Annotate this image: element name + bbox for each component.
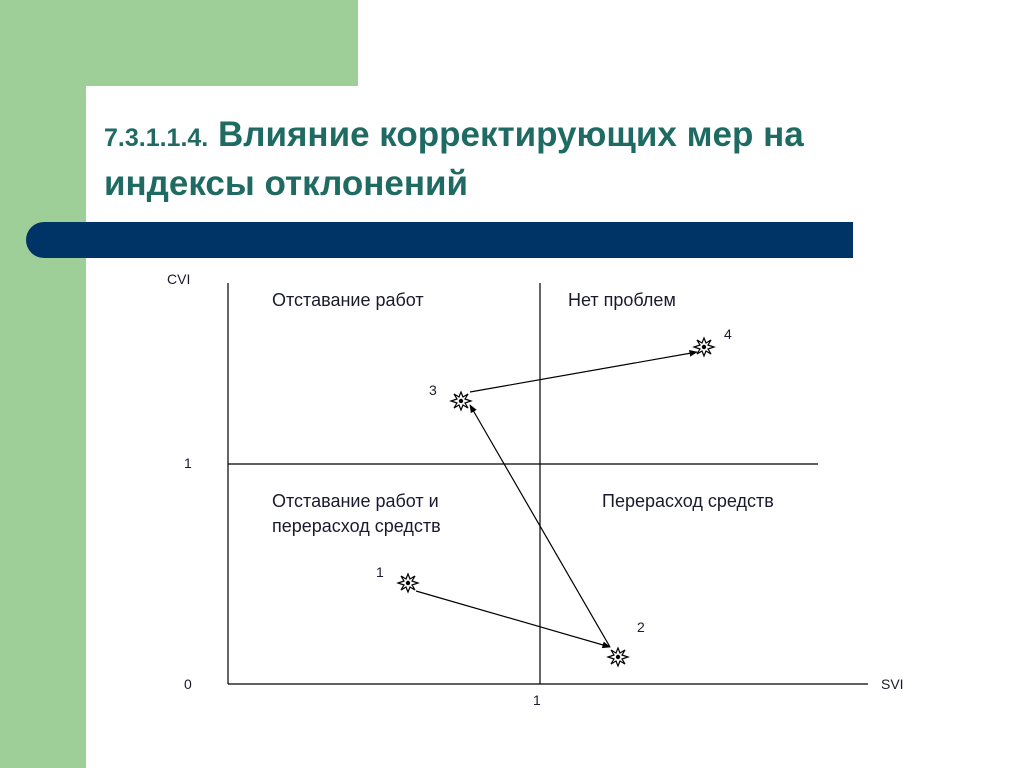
point-3-label: 3	[429, 382, 437, 398]
y-one-label: 1	[184, 455, 192, 471]
title-line2: индексы отклонений	[104, 164, 468, 203]
title-number: 7.3.1.1.4.	[104, 124, 209, 152]
origin-label: 0	[184, 676, 192, 692]
x-axis-label: SVI	[881, 676, 904, 692]
point-2-label: 2	[637, 619, 645, 635]
quadrant-bottom-right-label: Перерасход средств	[602, 491, 774, 511]
quadrant-bottom-left-label-line2: перерасход средств	[272, 516, 441, 536]
point-2-marker	[608, 648, 628, 666]
point-4-label: 4	[724, 326, 732, 342]
quadrant-top-right-label: Нет проблем	[568, 290, 676, 310]
arrow-1-to-2	[416, 591, 610, 647]
y-axis-label: CVI	[167, 271, 191, 287]
x-one-label: 1	[533, 692, 541, 708]
point-1-label: 1	[376, 564, 384, 580]
title-line1: Влияние корректирующих мер на	[217, 115, 804, 154]
quadrant-bottom-left-label-line1: Отставание работ и	[272, 491, 439, 511]
quadrant-top-left-label: Отставание работ	[272, 290, 424, 310]
point-1-marker	[398, 574, 418, 592]
arrow-3-to-4	[470, 352, 697, 392]
point-4-marker	[694, 338, 714, 356]
point-3-marker	[451, 392, 471, 410]
